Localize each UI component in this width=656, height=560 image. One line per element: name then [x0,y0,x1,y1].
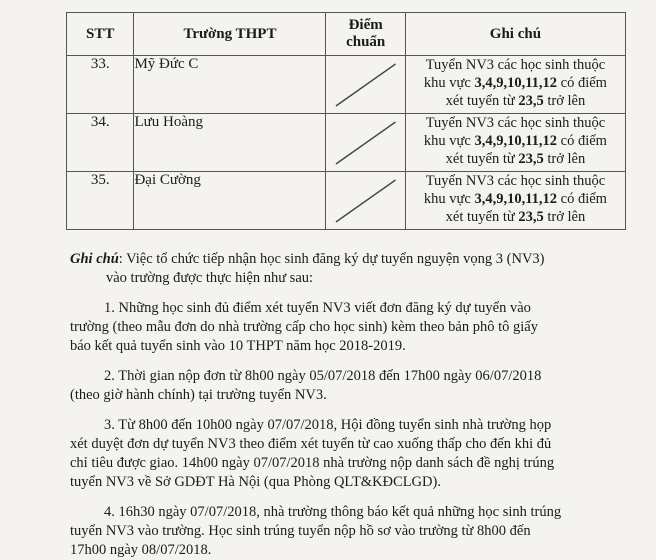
note-score: 23,5 [518,93,544,109]
row-score-empty [326,114,405,172]
table-row [67,114,626,172]
row-note [405,56,625,114]
row-school: Mỹ Đức C [134,56,326,114]
diagonal-strike-icon [326,172,404,229]
note-item-3-line4: tuyển NV3 về Sở GDĐT Hà Nội (qua Phòng QLT&KĐCLGD). [70,474,441,490]
note-text: xét tuyển từ [445,93,519,109]
note-item-1 [70,299,640,318]
row-score-empty [326,172,405,230]
note-areas: 3,4,9,10,11,12 [474,75,558,91]
note-line [406,74,625,92]
note-item-1-line3: báo kết quả tuyển sinh vào 10 THPT năm học 2018-2019. [70,338,406,354]
note-text: có điểm [557,75,607,91]
table-row [67,56,626,114]
note-text: xét tuyển từ [445,151,519,167]
admission-table [66,12,626,230]
note-text: khu vực [423,75,475,91]
note-text: trở lên [543,151,586,167]
row-school: Lưu Hoàng [134,114,326,172]
note-line [406,92,625,110]
note-text: có điểm [557,191,607,207]
note-line: Tuyển NV3 các học sinh thuộc [425,115,606,131]
notes-section [70,250,640,560]
notes-intro-line2: vào trường được thực hiện như sau: [106,270,314,286]
row-note [405,172,625,230]
diagonal-strike-icon [326,114,404,171]
note-item-3 [70,416,640,435]
header-score-line2: chuẩn [346,34,386,50]
note-item-4 [70,503,640,522]
note-item-line: 3. Từ 8h00 đến 10h00 ngày 07/07/2018, Hội đồng tuyển sinh nhà trường họp [104,417,552,433]
note-line [406,208,625,226]
note-item-4-line3: 17h00 ngày 08/07/2018. [70,542,212,558]
note-line [406,190,625,208]
header-score [326,13,405,56]
note-item-2-line2: (theo giờ hành chính) tại trường tuyển NV3. [70,387,327,403]
note-item-3-line2: xét duyệt đơn dự tuyển NV3 theo điểm xét tuyển từ cao xuống thấp cho đến khi đủ [70,436,552,452]
diagonal-strike-icon [326,56,404,113]
row-score-empty [326,56,405,114]
row-stt: 33. [67,56,134,114]
note-text: khu vực [423,191,475,207]
note-item-line: 4. 16h30 ngày 07/07/2018, nhà trường thông báo kết quả những học sinh trúng [104,504,562,520]
note-line [406,150,625,168]
row-stt: 35. [67,172,134,230]
note-item-line: 1. Những học sinh đủ điểm xét tuyển NV3 viết đơn đăng ký dự tuyển vào [104,300,531,316]
header-score-line1: Điểm [348,17,383,33]
header-school: Trường THPT [134,13,326,56]
note-text: có điểm [557,133,607,149]
note-line: Tuyển NV3 các học sinh thuộc [425,57,606,73]
note-text: trở lên [543,209,586,225]
note-item-2 [70,367,640,386]
table-header-row [67,13,626,56]
note-item-4-line2: tuyển NV3 vào trường. Học sinh trúng tuyển nộp hồ sơ vào trường từ 8h00 đến [70,523,531,539]
note-areas: 3,4,9,10,11,12 [474,191,558,207]
row-note [405,114,625,172]
note-line: Tuyển NV3 các học sinh thuộc [425,173,606,189]
notes-label: Ghi chú [70,251,119,267]
note-text: xét tuyển từ [445,209,519,225]
table-row [67,172,626,230]
note-text: khu vực [423,133,475,149]
notes-intro [70,250,640,269]
header-note: Ghi chú [405,13,625,56]
note-text: trở lên [543,93,586,109]
note-score: 23,5 [518,151,544,167]
note-item-1-line2: trường (theo mẫu đơn do nhà trường cấp cho học sinh) kèm theo bản phô tô giấy [70,319,538,335]
notes-intro-text: : Việc tổ chức tiếp nhận học sinh đăng ký dự tuyển nguyện vọng 3 (NV3) [118,251,545,267]
note-item-3-line3: chỉ tiêu được giao. 14h00 ngày 07/07/2018 nhà trường nộp danh sách đề nghị trúng [70,455,555,471]
note-score: 23,5 [518,209,544,225]
row-stt: 34. [67,114,134,172]
header-stt: STT [67,13,134,56]
note-areas: 3,4,9,10,11,12 [474,133,558,149]
note-item-line: 2. Thời gian nộp đơn từ 8h00 ngày 05/07/2018 đến 17h00 ngày 06/07/2018 [104,368,542,384]
row-school: Đại Cường [134,172,326,230]
note-line [406,132,625,150]
